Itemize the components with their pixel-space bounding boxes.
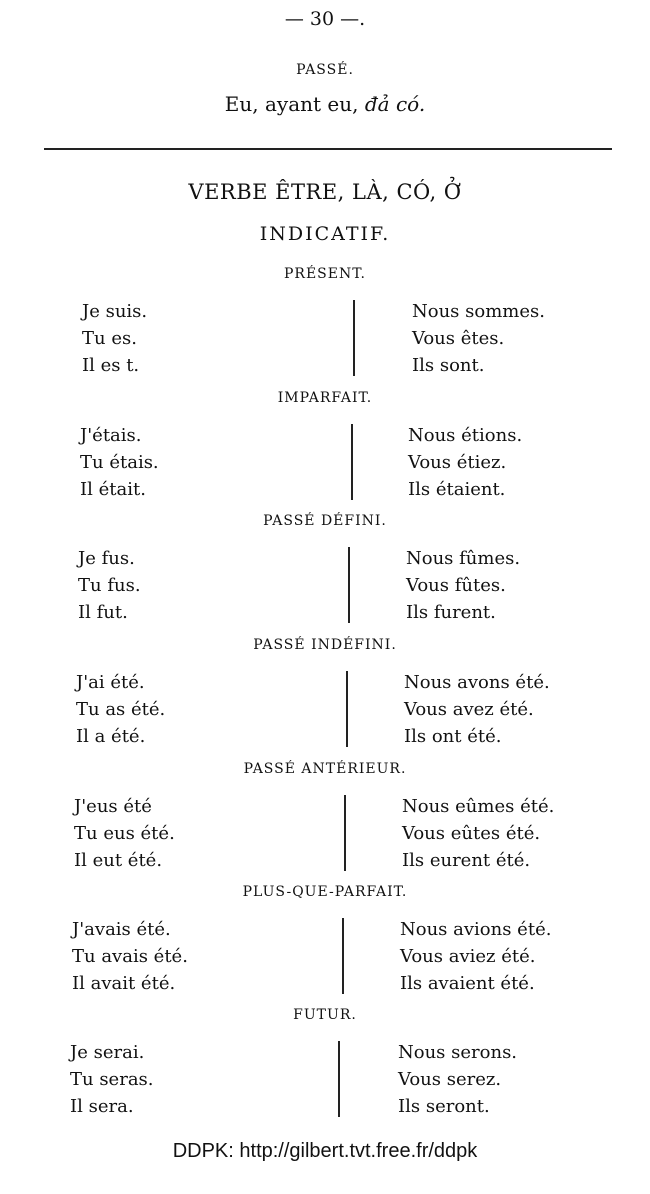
plural-forms [406, 545, 520, 626]
tense-heading: PASSÉ INDÉFINI. [253, 637, 397, 653]
page-number: — 30 —. [284, 8, 366, 30]
conjugation-line: J'avais été. [72, 919, 171, 940]
conjugation-line: Il eut été. [74, 850, 163, 871]
conjugation-line: J'ai été. [76, 672, 145, 693]
conjugation-line: Je serai. [70, 1042, 145, 1063]
column-divider [348, 547, 350, 623]
verb-title: VERBE ÊTRE, LÀ, CÓ, Ở [188, 180, 462, 204]
conjugation-line: J'étais. [80, 425, 142, 446]
conjugation-line: Ils ont été. [404, 726, 502, 747]
conjugation-line: Il avait été. [72, 973, 176, 994]
conjugation-line: Tu es. [82, 328, 137, 349]
conjugation-line: Nous eûmes été. [402, 796, 555, 817]
conjugation-line: Ils furent. [406, 602, 496, 623]
conjugation-line: Vous avez été. [404, 699, 534, 720]
conjugation-line: Tu as été. [76, 699, 166, 720]
tense-heading: PRÉSENT. [284, 266, 366, 282]
tense-heading: PLUS-QUE-PARFAIT. [242, 884, 408, 900]
conjugation-line: Nous avons été. [404, 672, 550, 693]
conjugation-line: Vous fûtes. [406, 575, 506, 596]
plural-forms [404, 669, 550, 750]
plural-forms [402, 793, 554, 874]
conjugation-line: Vous êtes. [412, 328, 505, 349]
conjugation-line: Vous étiez. [408, 452, 507, 473]
conjugation-line: Tu fus. [78, 575, 141, 596]
conjugation-line: Nous sommes. [412, 301, 545, 322]
plural-forms [398, 1039, 517, 1120]
conjugation-line: Tu avais été. [72, 946, 188, 967]
conjugation-line: Je fus. [78, 548, 135, 569]
plural-forms [408, 422, 522, 503]
column-divider [338, 1041, 340, 1117]
conjugation-line: Vous aviez été. [400, 946, 536, 967]
conjugation-line: Nous fûmes. [406, 548, 521, 569]
singular-forms [78, 545, 141, 626]
column-divider [344, 795, 346, 871]
preface-line [0, 92, 650, 116]
plural-forms [400, 916, 551, 997]
conjugation-line: Vous serez. [398, 1069, 502, 1090]
conjugation-line: Ils avaient été. [400, 973, 535, 994]
conjugation-line: Il fut. [78, 602, 128, 623]
singular-forms [76, 669, 165, 750]
singular-forms [74, 793, 175, 874]
conjugation-line: Ils étaient. [408, 479, 506, 500]
conjugation-line: Ils eurent été. [402, 850, 531, 871]
conjugation-line: J'eus été [74, 796, 152, 817]
conjugation-line: Tu eus été. [74, 823, 175, 844]
preface-heading: PASSÉ. [296, 62, 354, 78]
singular-forms [80, 422, 159, 503]
column-divider [346, 671, 348, 747]
conjugation-line: Tu seras. [70, 1069, 154, 1090]
mood-subtitle: INDICATIF. [259, 223, 391, 245]
horizontal-rule [44, 148, 612, 150]
plural-forms [412, 298, 545, 379]
singular-forms [82, 298, 147, 379]
tense-heading: PASSÉ ANTÉRIEUR. [243, 761, 407, 777]
singular-forms [72, 916, 188, 997]
singular-forms [70, 1039, 154, 1120]
tense-heading: PASSÉ DÉFINI. [263, 513, 387, 529]
conjugation-line: Nous étions. [408, 425, 523, 446]
conjugation-line: Il sera. [70, 1096, 134, 1117]
conjugation-line: Nous serons. [398, 1042, 518, 1063]
conjugation-line: Vous eûtes été. [402, 823, 541, 844]
tense-heading: IMPARFAIT. [277, 390, 373, 406]
conjugation-line: Je suis. [82, 301, 148, 322]
preface-line-plain: Eu, ayant eu, [224, 92, 365, 116]
conjugation-line: Tu étais. [80, 452, 159, 473]
conjugation-line: Il a été. [76, 726, 146, 747]
footer-credit: DDPK: http://gilbert.tvt.free.fr/ddpk [172, 1140, 478, 1162]
column-divider [351, 424, 353, 500]
conjugation-line: Ils seront. [398, 1096, 490, 1117]
column-divider [342, 918, 344, 994]
conjugation-line: Il es t. [82, 355, 140, 376]
conjugation-line: Il était. [80, 479, 146, 500]
column-divider [353, 300, 355, 376]
tense-heading: FUTUR. [293, 1007, 357, 1023]
preface-line-italic: đả có. [364, 92, 426, 116]
conjugation-line: Ils sont. [412, 355, 485, 376]
conjugation-line: Nous avions été. [400, 919, 552, 940]
